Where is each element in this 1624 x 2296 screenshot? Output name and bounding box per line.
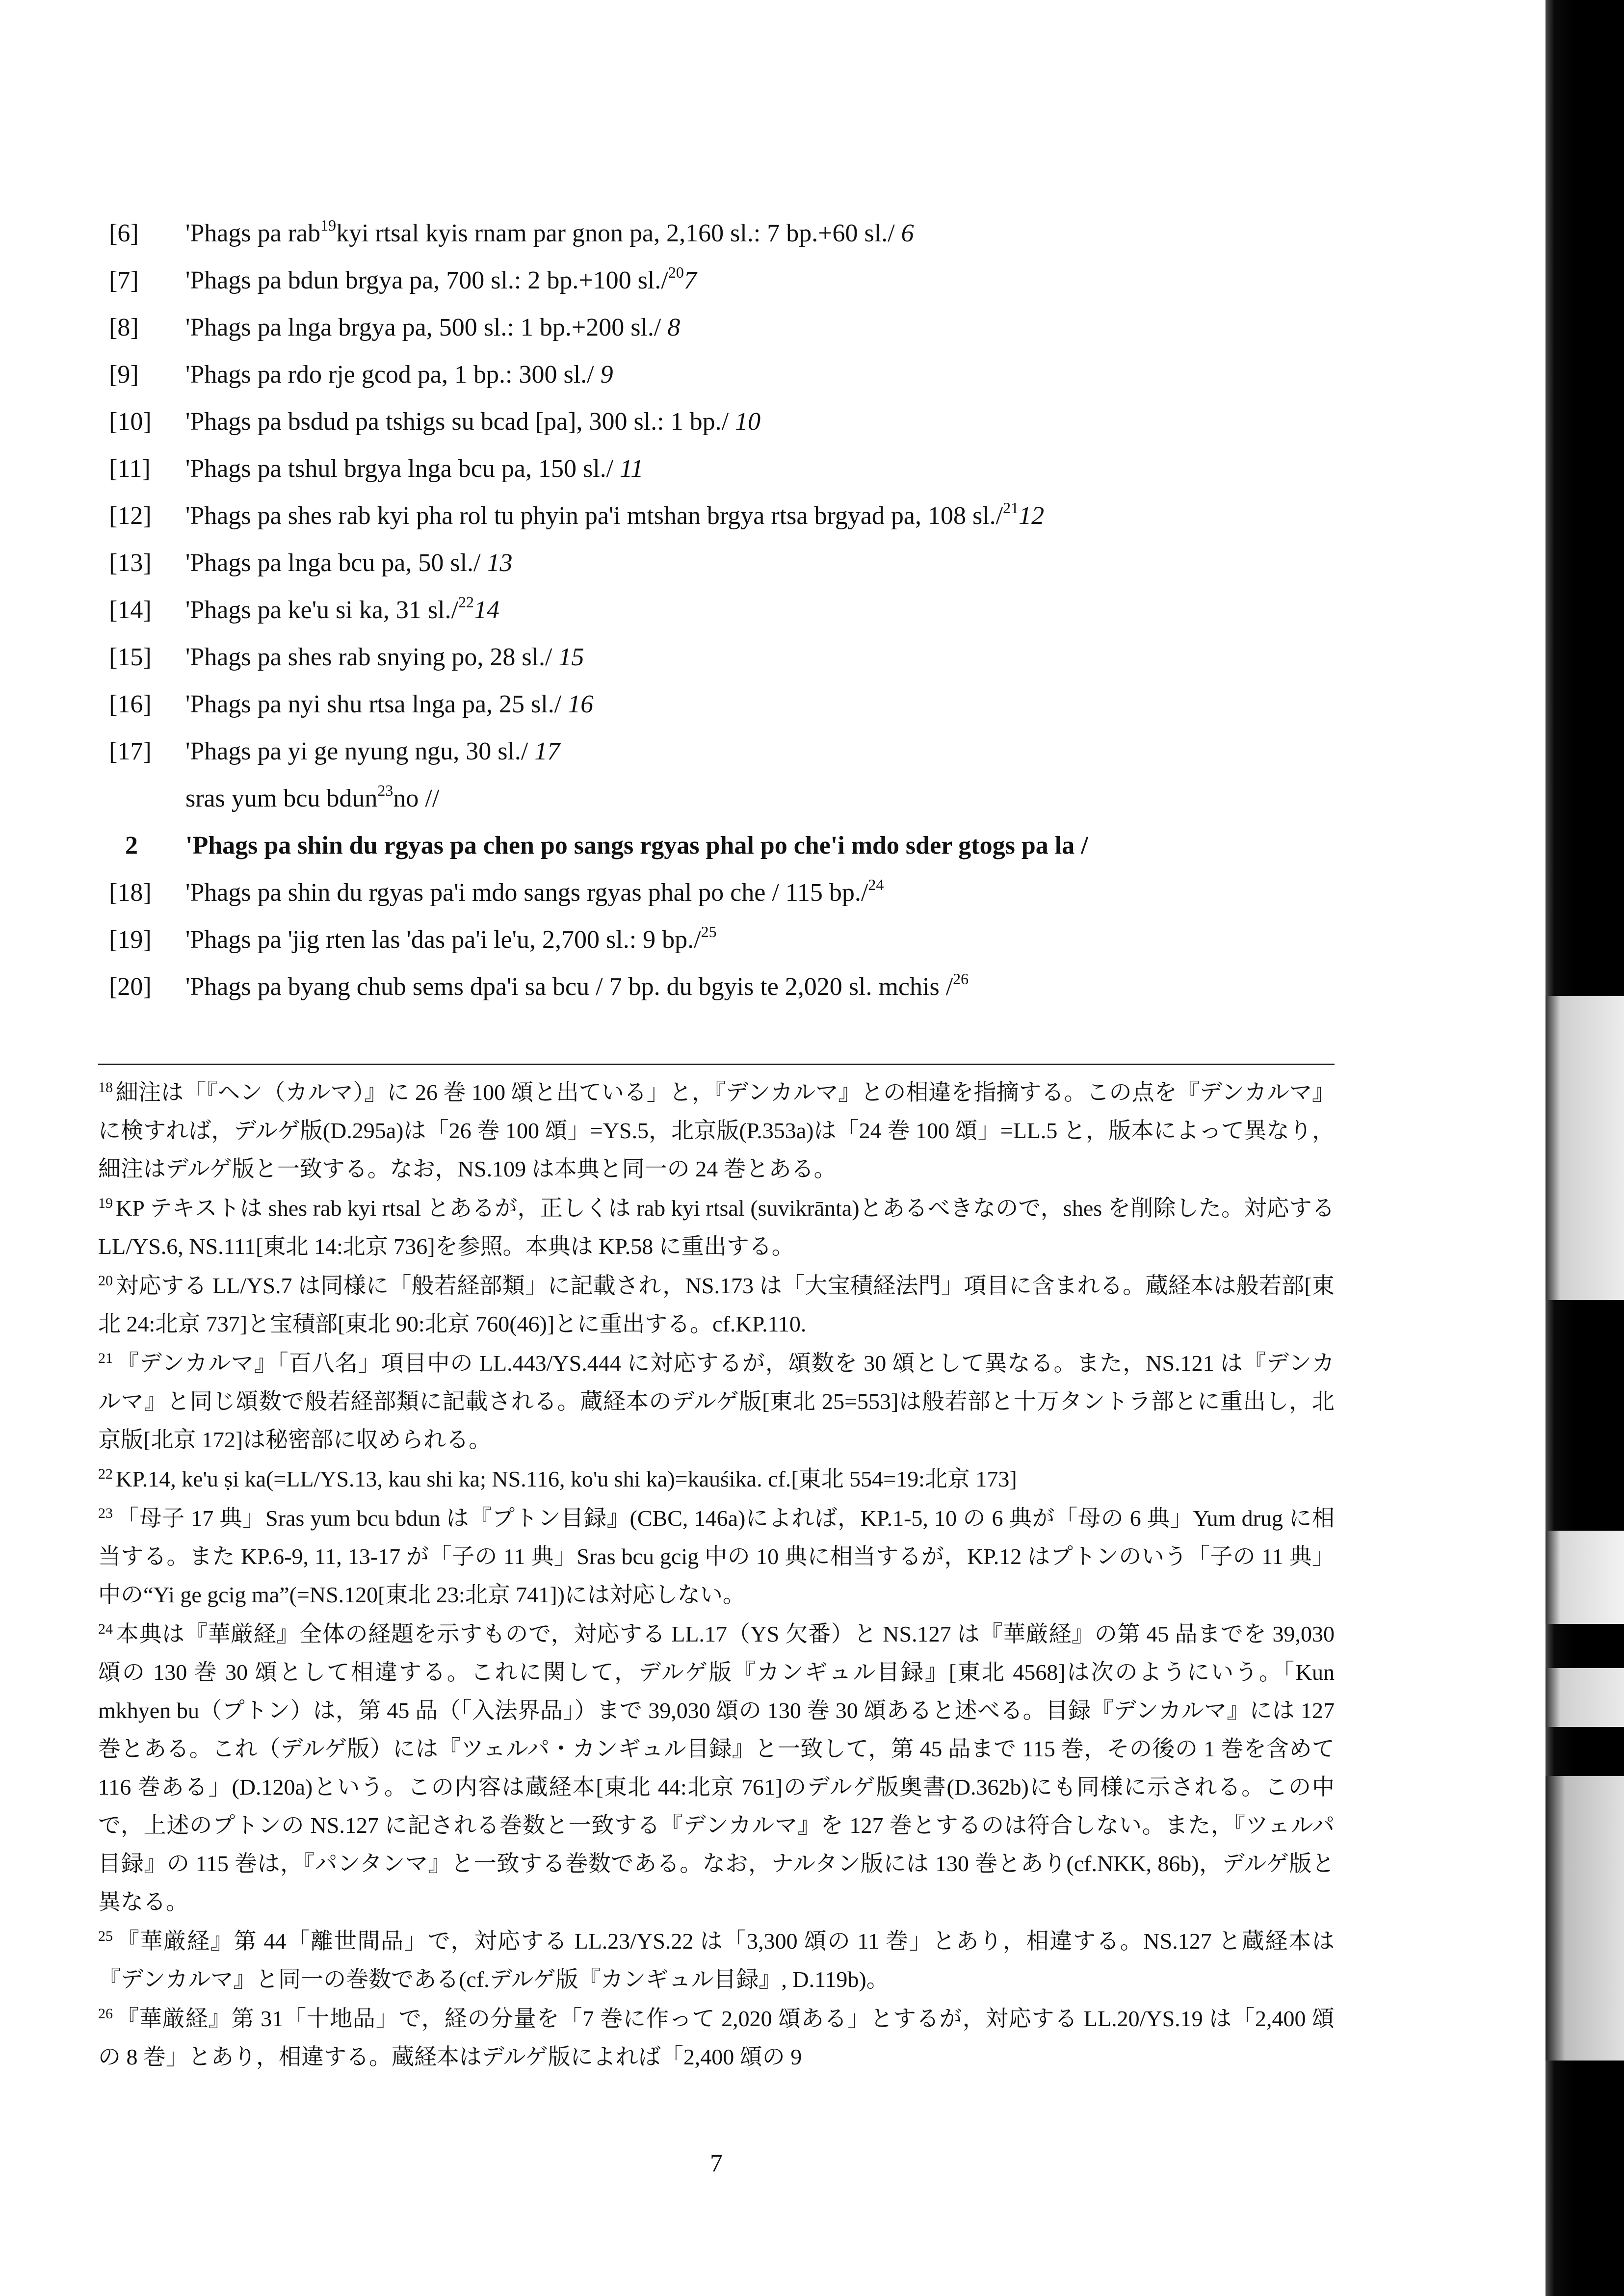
catalog-entry xyxy=(98,493,1325,540)
entry-title: 'Phags pa shin du rgyas pa'i mdo sangs rgyas phal po che / 115 bp./ xyxy=(185,879,868,907)
footnotes xyxy=(98,1073,1335,2077)
footnote-26 xyxy=(98,2000,1335,2076)
entry-title-cont: kyi rtsal kyis rnam par gnon pa, 2,160 sl.: 7 bp.+60 sl./ xyxy=(336,219,901,247)
entry-number: [8] xyxy=(109,313,139,341)
footnote-text: KP テキストは shes rab kyi rtsal とあるが，正しくは rab kyi rtsal (suvikrānta)とあるべきなので，shes を削除した。対応する LL/YS.6, NS.111[東北 14:北京 736]を参照。本典は KP.58 に重出する。 xyxy=(98,1196,1335,1259)
entry-title: 'Phags pa yi ge nyung ngu, 30 sl./ xyxy=(185,737,535,765)
footnote-number: 21 xyxy=(98,1350,113,1366)
catalog-entry xyxy=(98,210,1325,257)
footnote-18 xyxy=(98,1073,1335,1188)
catalog-entry xyxy=(98,540,1325,587)
entry-number: 2 xyxy=(125,832,138,860)
entry-text xyxy=(185,822,1088,869)
catalog-entry xyxy=(98,445,1325,493)
kp-reference-number: 6 xyxy=(901,219,914,247)
footnote-number: 19 xyxy=(98,1195,113,1211)
footnote-number: 22 xyxy=(98,1465,113,1482)
entry-title: 'Phags pa nyi shu rtsa lnga pa, 25 sl./ xyxy=(185,690,568,718)
entry-text xyxy=(185,304,680,351)
entry-number: [16] xyxy=(109,690,152,718)
entry-text xyxy=(185,210,914,257)
entry-text xyxy=(185,257,697,304)
entry-text xyxy=(185,587,499,634)
entry-title: sras yum bcu bdun xyxy=(185,784,378,812)
footnote-ref[interactable]: 21 xyxy=(1003,498,1019,517)
kp-reference-number: 16 xyxy=(568,690,594,718)
kp-reference-number: 7 xyxy=(683,266,697,294)
footnote-ref[interactable]: 26 xyxy=(953,969,969,988)
entry-text xyxy=(185,398,760,445)
kp-reference-number: 12 xyxy=(1019,502,1045,530)
footnote-22 xyxy=(98,1460,1335,1498)
entry-text xyxy=(185,869,884,916)
footnote-25 xyxy=(98,1922,1335,1999)
scan-edge-gap xyxy=(1545,996,1624,1300)
footnote-ref[interactable]: 25 xyxy=(701,922,717,940)
kp-reference-number: 15 xyxy=(558,643,584,671)
footnote-text: 『華厳経』第 31「十地品」で，経の分量を「7 巻に作って 2,020 頌ある」とするが，対応する LL.20/YS.19 は「2,400 頌の 8 巻」とあり，相違する。蔵経本はデルゲ版によれば「2,400 頌の 9 xyxy=(98,2006,1335,2069)
entry-number: [12] xyxy=(109,502,152,530)
entry-title: 'Phags pa lnga brgya pa, 500 sl.: 1 bp.+200 sl./ xyxy=(185,313,668,341)
footnote-ref[interactable]: 19 xyxy=(320,216,337,234)
entry-number: [7] xyxy=(109,266,139,294)
footnote-number: 26 xyxy=(98,2005,113,2022)
entry-text xyxy=(185,540,513,587)
catalog-entry xyxy=(98,775,1325,822)
section-heading xyxy=(98,822,1325,869)
footnote-ref[interactable]: 20 xyxy=(668,263,684,281)
entry-text xyxy=(185,681,593,728)
catalog-entry-list xyxy=(98,210,1325,1011)
catalog-entry xyxy=(98,916,1325,964)
footnote-number: 20 xyxy=(98,1272,113,1289)
kp-reference-number: 8 xyxy=(667,313,681,341)
scan-edge-shadow xyxy=(1545,0,1624,2296)
footnote-separator xyxy=(98,1064,1335,1065)
entry-text xyxy=(185,634,584,681)
scan-edge-gap xyxy=(1545,1776,1624,2061)
entry-text xyxy=(185,775,439,822)
footnote-text: 対応する LL/YS.7 は同様に「般若経部類」に記載され，NS.173 は「大宝積経法門」項目に含まれる。蔵経本は般若部[東北 24:北京 737]と宝積部[東北 90:北京 760(46)]とに重出する。cf.KP.110. xyxy=(98,1273,1335,1336)
footnote-ref[interactable]: 22 xyxy=(458,593,474,611)
footnote-ref[interactable]: 23 xyxy=(377,781,393,799)
footnote-number: 23 xyxy=(98,1505,113,1521)
entry-text xyxy=(185,916,717,964)
entry-title: 'Phags pa tshul brgya lnga bcu pa, 150 sl./ xyxy=(185,455,620,483)
entry-title: 'Phags pa rdo rje gcod pa, 1 bp.: 300 sl./ xyxy=(185,361,601,389)
footnote-text: 『華厳経』第 44「離世間品」で，対応する LL.23/YS.22 は「3,300 頌の 11 巻」とあり，相違する。NS.127 と蔵経本は『デンカルマ』と同一の巻数である(cf.デルゲ版『カンギュル目録』, D.119b)。 xyxy=(98,1929,1335,1992)
footnote-text: 『デンカルマ』「百八名」項目中の LL.443/YS.444 に対応するが，頌数を 30 頌として異なる。また，NS.121 は『デンカルマ』と同じ頌数で般若経部類に記載される。蔵経本のデルゲ版[東北 25=553]は般若部と十万タントラ部とに重出し，北京版[北京 172]は秘密部に収められる。 xyxy=(98,1351,1335,1452)
entry-number: [13] xyxy=(109,549,152,577)
entry-number: [17] xyxy=(109,737,152,765)
scan-edge-gap xyxy=(1545,1531,1624,1624)
catalog-entry xyxy=(98,304,1325,351)
footnote-number: 24 xyxy=(98,1620,113,1637)
footnote-text: KP.14, ke'u ṣi ka(=LL/YS.13, kau shi ka; NS.116, ko'u shi ka)=kauśika. cf.[東北 554=19:北京 173] xyxy=(116,1466,1017,1491)
catalog-entry xyxy=(98,587,1325,634)
entry-number: [9] xyxy=(109,361,139,389)
entry-text xyxy=(185,728,560,775)
footnote-ref[interactable]: 24 xyxy=(868,875,884,893)
kp-reference-number: 10 xyxy=(735,408,761,436)
entry-title: 'Phags pa lnga bcu pa, 50 sl./ xyxy=(185,549,487,577)
entry-text xyxy=(185,964,969,1011)
entry-text xyxy=(185,445,643,493)
entry-number: [10] xyxy=(109,408,152,436)
entry-number: [6] xyxy=(109,219,139,247)
kp-reference-number: 17 xyxy=(534,737,560,765)
footnote-number: 18 xyxy=(98,1079,113,1096)
catalog-entry xyxy=(98,681,1325,728)
kp-reference-number: 14 xyxy=(474,596,500,624)
entry-number: [18] xyxy=(109,879,152,907)
entry-title: 'Phags pa bsdud pa tshigs su bcad [pa], 300 sl.: 1 bp./ xyxy=(185,408,735,436)
entry-text xyxy=(185,351,613,398)
entry-title: 'Phags pa 'jig rten las 'das pa'i le'u, 2,700 sl.: 9 bp./ xyxy=(185,926,701,954)
catalog-entry xyxy=(98,964,1325,1011)
footnote-text: 「母子 17 典」Sras yum bcu bdun は『プトン目録』(CBC, 146a)によれば，KP.1-5, 10 の 6 典が「母の 6 典」Yum drug に相当する。また KP.6-9, 11, 13-17 が「子の 11 典」Sras bcu gcig 中の 10 典に相当するが，KP.12 はプトンのいう「子の 11 典」中の“Yi ge gcig ma”(=NS.120[東北 23:北京 741])には対応しない。 xyxy=(98,1506,1335,1607)
page-number: 7 xyxy=(710,2149,723,2177)
footnote-21 xyxy=(98,1344,1335,1459)
entry-number: [14] xyxy=(109,596,152,624)
footnote-19 xyxy=(98,1189,1335,1266)
catalog-entry xyxy=(98,398,1325,445)
entry-title: 'Phags pa shin du rgyas pa chen po sangs rgyas phal po che'i mdo sder gtogs pa la / xyxy=(185,832,1088,860)
footnote-text: 細注は「『ヘン（カルマ）』に 26 巻 100 頌と出ている」と，『デンカルマ』との相違を指摘する。この点を『デンカルマ』に検すれば，デルゲ版(D.295a)は「26 巻 100 頌」=YS.5，北京版(P.353a)は「24 巻 100 頌」=LL.5 と，版本によって異なり，細注はデルゲ版と一致する。なお，NS.109 は本典と同一の 24 巻とある。 xyxy=(98,1080,1335,1181)
entry-title: 'Phags pa shes rab snying po, 28 sl./ xyxy=(185,643,559,671)
entry-title: 'Phags pa ke'u si ka, 31 sl./ xyxy=(185,596,459,624)
entry-text xyxy=(185,493,1044,540)
footnote-20 xyxy=(98,1267,1335,1343)
kp-reference-number: 11 xyxy=(620,455,644,483)
entry-number: [19] xyxy=(109,926,152,954)
scan-edge-gap xyxy=(1545,1668,1624,1727)
catalog-entry xyxy=(98,728,1325,775)
footnote-number: 25 xyxy=(98,1928,113,1944)
catalog-entry xyxy=(98,351,1325,398)
entry-number: [20] xyxy=(109,973,152,1001)
footnote-24 xyxy=(98,1615,1335,1921)
entry-title-cont: no // xyxy=(393,784,440,812)
entry-number: [15] xyxy=(109,643,152,671)
entry-title: 'Phags pa bdun brgya pa, 700 sl.: 2 bp.+100 sl./ xyxy=(185,266,668,294)
entry-title: 'Phags pa shes rab kyi pha rol tu phyin pa'i mtshan brgya rtsa brgyad pa, 108 sl./ xyxy=(185,502,1003,530)
catalog-entry xyxy=(98,257,1325,304)
catalog-entry xyxy=(98,869,1325,916)
kp-reference-number: 9 xyxy=(600,361,613,389)
catalog-entry xyxy=(98,634,1325,681)
entry-title: 'Phags pa rab xyxy=(185,219,321,247)
footnote-23 xyxy=(98,1499,1335,1614)
kp-reference-number: 13 xyxy=(487,549,513,577)
entry-number: [11] xyxy=(109,455,151,483)
entry-title: 'Phags pa byang chub sems dpa'i sa bcu / 7 bp. du bgyis te 2,020 sl. mchis / xyxy=(185,973,953,1001)
footnote-text: 本典は『華厳経』全体の経題を示すもので，対応する LL.17（YS 欠番）と NS.127 は『華厳経』の第 45 品までを 39,030 頌の 130 巻 30 頌として相違する。これに関して，デルゲ版『カンギュル目録』[東北 4568]は次のようにいう。「Kun mkhyen bu（プトン）は，第 45 品（「入法界品」）まで 39,030 頌の 130 巻 30 頌あると述べる。目録『デンカルマ』には 127 巻とある。これ（デルゲ版）には『ツェルパ・カンギュル目録』と一致して，第 45 品まで 115 巻，その後の 1 巻を含めて 116 巻ある」(D.120a)という。この内容は蔵経本[東北 44:北京 761]のデルゲ版奥書(D.362b)にも同様に示される。この中で，上述のプトンの NS.127 に記される巻数と一致する『デンカルマ』を 127 巻とするのは符合しない。また，『ツェルパ目録』の 115 巻は，『パンタンマ』と一致する巻数である。なお，ナルタン版には 130 巻とあり(cf.NKK, 86b)，デルゲ版と異なる。 xyxy=(98,1621,1335,1914)
